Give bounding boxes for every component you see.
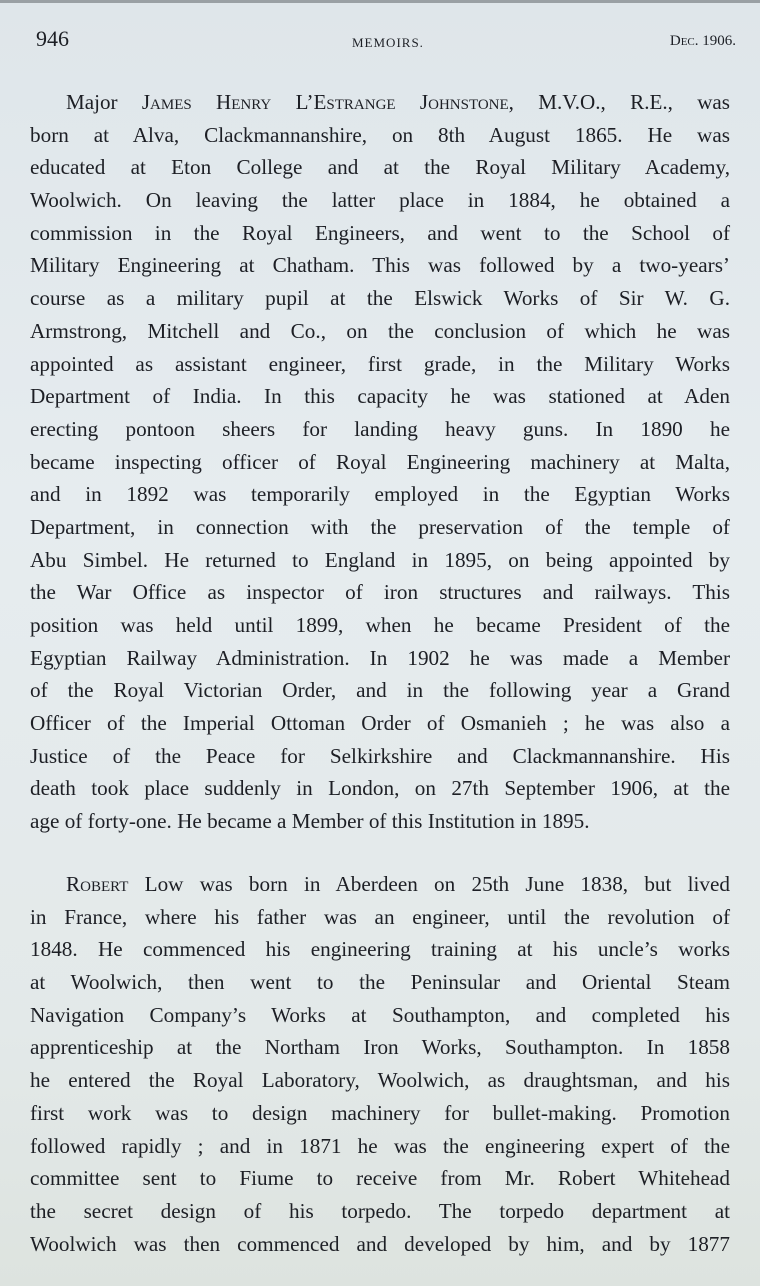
- text-line: Woolwich was then commenced and developed by him, and by 1877: [30, 1231, 730, 1256]
- memoir-low-paragraph: [30, 868, 730, 1260]
- text-line: commission in the Royal Engineers, and went to the School of: [30, 220, 730, 245]
- text-line: at Woolwich, then went to the Peninsular and Oriental Steam: [30, 970, 730, 995]
- text-line: became inspecting officer of Royal Engineering machinery at Malta,: [30, 449, 730, 474]
- name-prefix: Major: [66, 90, 142, 114]
- text-line: and in 1892 was temporarily employed in the Egyptian Works: [30, 482, 730, 507]
- text-line: first work was to design machinery for bullet-making. Promotion: [30, 1100, 730, 1125]
- text-line: appointed as assistant engineer, first grade, in the Military Works: [30, 351, 730, 376]
- text-line: course as a military pupil at the Elswick Works of Sir W. G.: [30, 286, 730, 311]
- text-line: Department, in connection with the preservation of the temple of: [30, 514, 730, 539]
- text-line: erecting pontoon sheers for landing heavy guns. In 1890 he: [30, 416, 730, 441]
- text-line: Abu Simbel. He returned to England in 1895, on being appointed by: [30, 547, 730, 572]
- page-number: 946: [36, 26, 69, 51]
- text-line: the secret design of his torpedo. The torpedo department at: [30, 1198, 730, 1223]
- page-top-edge-shadow: [0, 0, 760, 3]
- text-line: apprenticeship at the Northam Iron Works, Southampton. In 1858: [30, 1035, 730, 1060]
- text-line: of the Royal Victorian Order, and in the following year a Grand: [30, 678, 730, 703]
- text-line: he entered the Royal Laboratory, Woolwich, as draughtsman, and his: [30, 1068, 730, 1093]
- running-title: MEMOIRS.: [352, 35, 424, 50]
- name-suffix: M.V.O., R.E., was: [513, 90, 730, 114]
- person-name: Robert: [66, 872, 129, 896]
- text-line: Navigation Company’s Works at Southampton, and completed his: [30, 1002, 730, 1027]
- text-line: Armstrong, Mitchell and Co., on the conclusion of which he was: [30, 318, 730, 343]
- text-line: Officer of the Imperial Ottoman Order of Osmanieh ; he was also a: [30, 711, 730, 736]
- text-line: Military Engineering at Chatham. This was followed by a two-years’: [30, 253, 730, 278]
- text-line: Egyptian Railway Administration. In 1902 he was made a Member: [30, 645, 730, 670]
- text-line: followed rapidly ; and in 1871 he was the engineering expert of the: [30, 1133, 730, 1158]
- first-line-text: Low was born in Aberdeen on 25th June 1838, but lived: [128, 872, 730, 896]
- text-line: Woolwich. On leaving the latter place in 1884, he obtained a: [30, 188, 730, 213]
- text-line: committee sent to Fiume to receive from Mr. Robert Whitehead: [30, 1166, 730, 1191]
- text-line: 1848. He commenced his engineering training at his uncle’s works: [30, 937, 730, 962]
- memoir-johnstone-paragraph: [30, 86, 730, 838]
- text-line: age of forty-one. He became a Member of this Institution in 1895.: [30, 809, 590, 834]
- text-line: Department of India. In this capacity he was stationed at Aden: [30, 384, 730, 409]
- text-line: born at Alva, Clackmannanshire, on 8th August 1865. He was: [30, 122, 730, 147]
- memoir-first-line: [30, 868, 730, 901]
- text-line: death took place suddenly in London, on 27th September 1906, at the: [30, 776, 730, 801]
- text-line: in France, where his father was an engineer, until the revolution of: [30, 904, 730, 929]
- person-name: James Henry L’Estrange Johnstone,: [141, 90, 514, 114]
- text-line: the War Office as inspector of iron structures and railways. This: [30, 580, 730, 605]
- text-line: educated at Eton College and at the Royal Military Academy,: [30, 155, 730, 180]
- text-line: position was held until 1899, when he became President of the: [30, 613, 730, 637]
- memoir-first-line: [30, 86, 730, 119]
- text-line: Justice of the Peace for Selkirkshire and Clackmannanshire. His: [30, 743, 730, 768]
- header-date: Dec. 1906.: [669, 33, 736, 49]
- page-header: [36, 26, 736, 56]
